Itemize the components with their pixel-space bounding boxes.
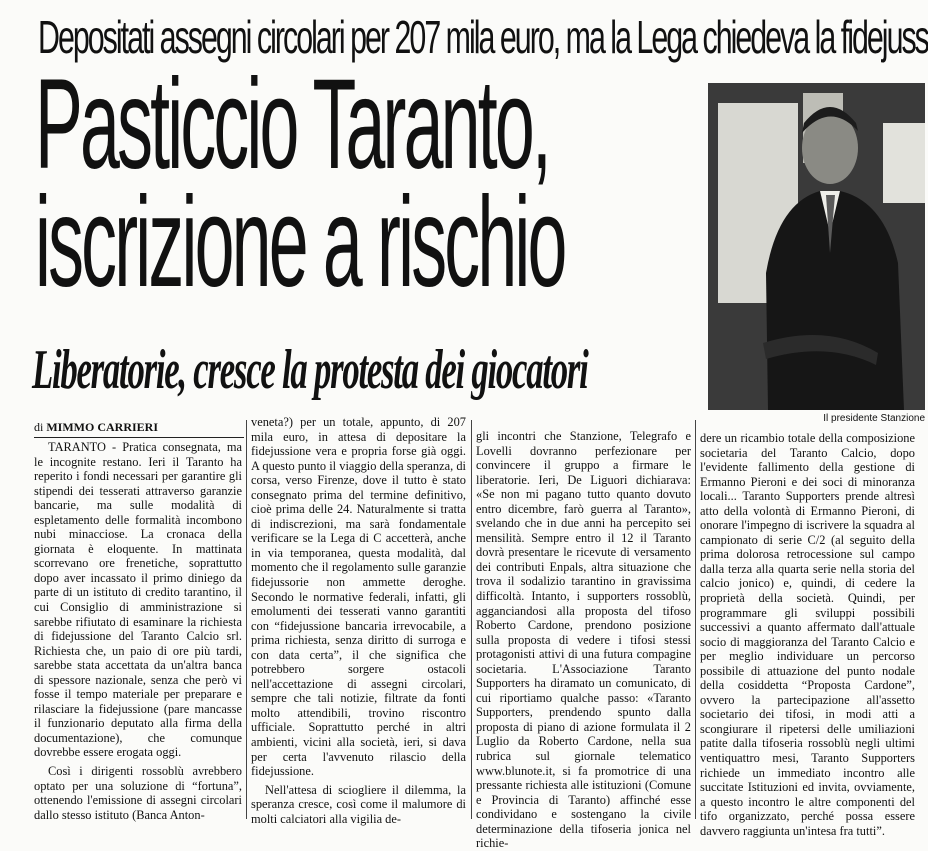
column-divider: [246, 420, 247, 819]
portrait-illustration: [708, 83, 925, 410]
byline-prefix: di: [34, 420, 44, 434]
paragraph: gli incontri che Stanzione, Telegrafo e Lovelli dovranno perfezionare per convincere il gruppo a firmare le liberatorie. Ieri, De Liguori dichiarava: «Se non mi pagano tutto quanto dovuto entro dicembre, farò guerra al Taranto», svelando che in due anni ha percepito sei mensilità. Sempre entro il 12 il Taranto dovrà presentare le ricevute di versamento dei contributi Enpals, altra situazione che trova il sodalizio tarantino in gravissima difficoltà. Intanto, i supporters rossoblù, agganciandosi alla proposta del tifoso Roberto Cardone, prendono posizione sulla proposta di vedere i tifosi stessi protagonisti attivi di una futura compagine societaria. L'Associazione Taranto Supporters ha diramato un comunicato, di cui riportiamo qualche passo: «Taranto Supporters, prendendo spunto dalla proposta di piano di azione formulata il 2 Luglio da Roberto Cardone, nella sua rubrica sul giornale telematico www.blunote.it, si fa promotrice di una pressante richiesta alle istituzioni (Comune e Provincia di Taranto) affinché esse condividano e sostengano la civile determinazione della tifoseria jonica nel richie-: [476, 429, 691, 851]
photo-caption: Il presidente Stanzione: [823, 413, 925, 424]
article-column-3: [476, 429, 691, 851]
headline-line-2: iscrizione a rischio: [35, 171, 565, 314]
paragraph: veneta?) per un totale, appunto, di 207 mila euro, in attesa di depositare la fidejussione vera e propria forse già oggi. A questo punto il viaggio della speranza, di corsa, verso Firenze, dove il tutto è stato consegnato prima del termine definitivo, cioè prima delle 24. Naturalmente si tratta di indiscrezioni, ma sarà fondamentale verificare se la Lega di C accetterà, anche in via temporanea, questa modalità, dal momento che il regolamento sulle garanzie fidejussorie non ammette deroghe. Secondo le normative federali, infatti, gli emolumenti dei tesserati vanno garantiti con “fidejussione bancaria irrevocabile, a prima richiesta, senza diritto di surroga e con data certa”, il che significa che potrebbero sorgere ostacoli nell'accettazione di assegni circolari, sempre che tali notizie, filtrate da fonti molto attendibili, trovino riscontro ufficiale. Soprattutto perché in altri ambienti, vicini alla società, ieri, si dava per certa l'avvenuto rilascio della fidejussione.: [251, 415, 466, 779]
column-divider: [471, 420, 472, 819]
byline: [34, 419, 244, 438]
paragraph: dere un ricambio totale della composizione societaria del Taranto Calcio, dopo l'evidente fallimento della gestione di Ermanno Pieroni e dei soci di minoranza locali... Taranto Supporters prende altresì atto della volontà di Ermanno Pieroni, di onorare l'impegno di iscrivere la squadra al campionato di serie C/2 (al seguito della prima dolorosa retrocessione sul campo dalla terza alla quarta serie nella storia del calcio jonico) e, quindi, di cedere la proprietà della società. Quindi, per programmare gli sviluppi possibili successivi a quanto affermato dall'attuale socio di maggioranza del Taranto Calcio e per meglio individuare un percorso possibile di attuazione del punto nodale della cosiddetta “Proposta Cardone”, ovvero la partecipazione all'assetto societario dei tifosi, in modi atti a scongiurare il ripetersi delle umiliazioni patite dalla tifoseria rossoblù negli ultimi ventiquattro mesi, Taranto Supporters richiede un immediato incontro alle succitate Istituzioni ed invita, ovviamente, a questo incontro le altre componenti del tifo organizzato, perché possa essere davvero raggiunta un'intesa fra tutti”.: [700, 431, 915, 838]
headline-line-1: Pasticcio Taranto,: [35, 53, 550, 196]
paragraph: Nell'attesa di sciogliere il dilemma, la speranza cresce, così come il malumore di molti calciatori alla vigilia de-: [251, 782, 466, 826]
article-column-1: [34, 440, 242, 822]
kicker-headline: Depositati assegni circolari per 207 mila euro, ma la Lega chiedeva la fidejuss: [38, 11, 928, 63]
subheadline: Liberatorie, cresce la protesta dei giocatori: [32, 339, 588, 401]
column-divider: [695, 420, 696, 819]
article-column-2: [251, 415, 466, 826]
article-column-4: [700, 431, 915, 838]
paragraph: TARANTO - Pratica consegnata, ma le incognite restano. Ieri il Taranto ha reperito i fondi necessari per garantire gli stipendi dei tesserati attraverso garanzie bancarie, ma sulle modalità di espletamento delle formalità incombono nubi minacciose. La cronaca della giornata è eloquente. In mattinata scorrevano ore frenetiche, soprattutto dopo aver incassato il primo diniego da parte di un istituto di credito tarantino, il cui Consiglio di amministrazione si sarebbe rifiutato di esaminare la richiesta di fidejussione del Taranto Calcio srl. Richiesta che, un paio di ore più tardi, sarebbe stata accettata da un'altra banca di spessore nazionale, senza che però vi fosse il tempo materiale per preparare e rilasciare la fidejussione (pare mancasse il funzionario deputato alla firma della documentazione), che comunque dovrebbe essere erogata oggi.: [34, 440, 242, 760]
author-name: MIMMO CARRIERI: [46, 420, 158, 434]
main-headline: [35, 53, 565, 314]
paragraph: Così i dirigenti rossoblù avrebbero optato per una soluzione di “fortuna”, ottenendo l'emissione di assegni circolari dallo stesso istituto (Banca Anton-: [34, 764, 242, 822]
president-photo: [708, 83, 925, 410]
